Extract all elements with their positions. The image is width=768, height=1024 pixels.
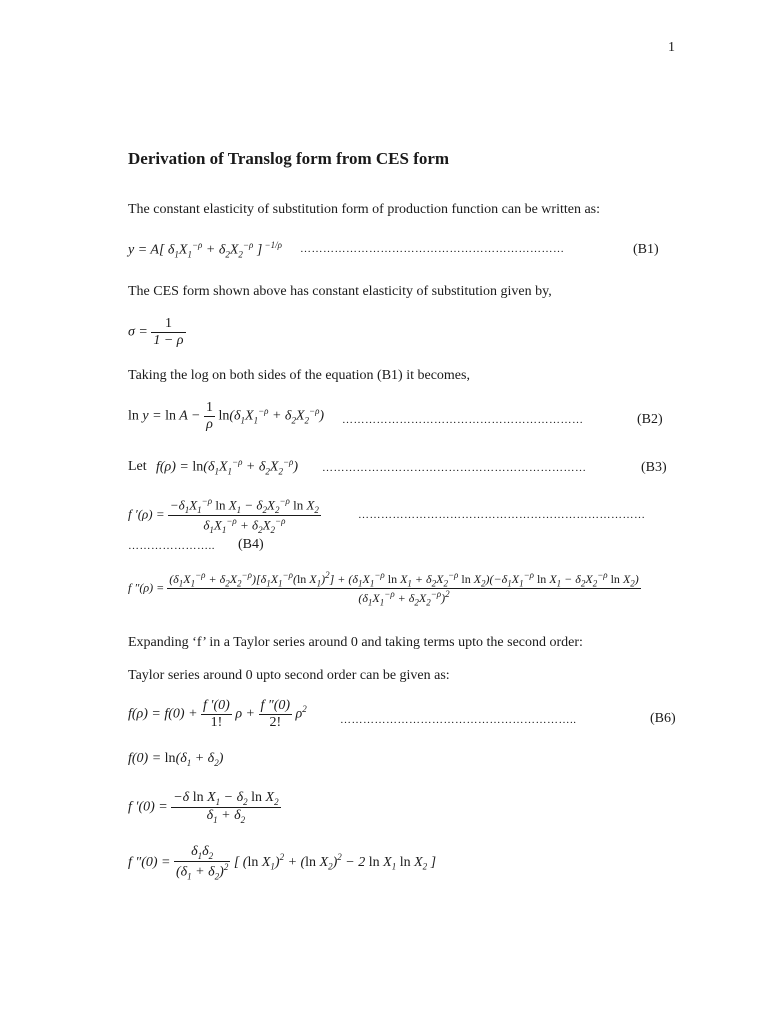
- b4-fraction: $\frac{-\delta_1X_1^{-\rho} \ln X_1 - \delta_2X_2^{-\rho} \ln X_2}{\delta_1X_1^{-\rho} + \delta_2X_2^{-\rho}}$: [169, 496, 319, 535]
- equation-b1: y = A[ $\delta_1X_1^{-\rho} + \delta_2X_2^{-\rho}$ ] $^{-1/\rho}$: [128, 240, 282, 260]
- equation-sigma: σ = $\frac{1}{1 - \rho}$: [128, 316, 184, 348]
- equation-b3: $f(\rho) = \ln(\delta_1X_1^{-\rho} + \delta_2X_2^{-\rho})$: [156, 457, 299, 477]
- equation-b2-leader: ………………………………………………………: [342, 414, 584, 426]
- paragraph-ces-intro: The constant elasticity of substitution form of production function can be written as:: [128, 202, 601, 217]
- sigma-fraction: $\frac{1}{1 - \rho}$: [153, 316, 184, 348]
- equation-f-zero: $f(0) = \ln(\delta_1 + \delta_2)$: [128, 751, 224, 768]
- document-title: Derivation of Translog form from CES form: [128, 149, 450, 168]
- equation-b6-label: (B6): [650, 711, 676, 726]
- equation-b3-label: (B3): [641, 460, 667, 475]
- b2-fraction: $\frac{1}{\rho}$: [205, 400, 213, 432]
- paragraph-ces-elasticity: The CES form shown above has constant elasticity of substitution given by,: [128, 284, 552, 299]
- equation-b2-label: (B2): [637, 412, 663, 427]
- equation-b1-label: (B1): [633, 242, 659, 257]
- equation-f-prime-zero: f ′(0) = $\frac{-\delta \ln X_1 - \delta_2 \ln X_2}{\delta_1 + \delta_2}$: [128, 790, 279, 825]
- equation-f-double-prime-zero: f ″(0) = $\frac{\delta_1\delta_2}{(\delta_1 + \delta_2)^2}$ [ (ln $X_1)^2 + (\ln$ $X_2)^2 - 2$ $\ln X_1$ $\ln X_2$ ]: [128, 844, 437, 882]
- f-prime-zero-fraction: $\frac{-\delta \ln X_1 - \delta_2 \ln X_2}{\delta_1 + \delta_2}$: [173, 790, 279, 825]
- f-double-prime-zero-fraction: $\frac{\delta_1\delta_2}{(\delta_1 + \delta_2)^2}$: [176, 844, 229, 882]
- equation-b3-prefix: Let: [128, 459, 147, 474]
- f-double-prime-fraction: $(\delta_1X_1^{-\rho} + \delta_2X_2^{-\rho})[\delta_1X_1^{-\rho}(\ln$ $X_1)^2] + (\delta_1X_1^{-\rho}$ $\ln X_1 + \delta_2X_2^{-\rho}$ $\ln X_2)(-\delta_1X_1^{-\rho}$ $\ln X_1 - \delta_2X_2^{-\rho}$ $\ln X_2$) $(\delta_1X_1^{-\rho} + \delta_2X_2^{-\rho})^2$: [169, 570, 639, 608]
- equation-b4-leader: …………………………………………………………………: [358, 509, 646, 521]
- paragraph-taylor-series: Taylor series around 0 upto second order can be given as:: [128, 668, 450, 683]
- equation-b4: f ′(ρ) = $\frac{-\delta_1X_1^{-\rho} \ln X_1 - \delta_2X_2^{-\rho} \ln X_2}{\delta_1X_1^{-\rho} + \delta_2X_2^{-\rho}}$: [128, 496, 319, 535]
- equation-f-double-prime: f ″(ρ) = $(\delta_1X_1^{-\rho} + \delta_2X_2^{-\rho})[\delta_1X_1^{-\rho}(\ln$ $X_1)^2] + (\delta_1X_1^{-\rho}$ $\ln X_1 + \delta_2X_2^{-\rho}$ $\ln X_2)(-\delta_1X_1^{-\rho}$ $\ln X_1 - \delta_2X_2^{-\rho}$ $\ln X_2$) $(\delta_1X_1^{-\rho} + \delta_2X_2^{-\rho})^2$: [128, 570, 639, 608]
- b6-fraction-2: $\frac{f ''(0)}{2!}$: [260, 698, 291, 730]
- equation-b1-leader: ……………………………………………………………: [300, 243, 565, 255]
- page-number: 1: [668, 40, 675, 55]
- equation-b4-leader-continued: …………………..: [128, 540, 215, 552]
- equation-b3-leader: ……………………………………………………………: [322, 462, 587, 474]
- b6-fraction-1: $\frac{f '(0)}{1!}$: [203, 698, 230, 730]
- equation-b6-leader: ……………………………………………………..: [340, 714, 577, 726]
- paragraph-take-log: Taking the log on both sides of the equation (B1) it becomes,: [128, 368, 470, 383]
- equation-b4-label: (B4): [238, 537, 264, 552]
- equation-b2: ln y = ln A − $\frac{1}{\rho}$ $\ln(\delta_1X_1^{-\rho} + \delta_2X_2^{-\rho})$: [128, 400, 325, 432]
- paragraph-taylor-expansion: Expanding ‘f’ in a Taylor series around 0 and taking terms upto the second order:: [128, 635, 583, 650]
- equation-b6: f(ρ) = f(0) + $\frac{f '(0)}{1!}$ ρ + $\frac{f ''(0)}{2!}$ $\rho^2$: [128, 698, 307, 730]
